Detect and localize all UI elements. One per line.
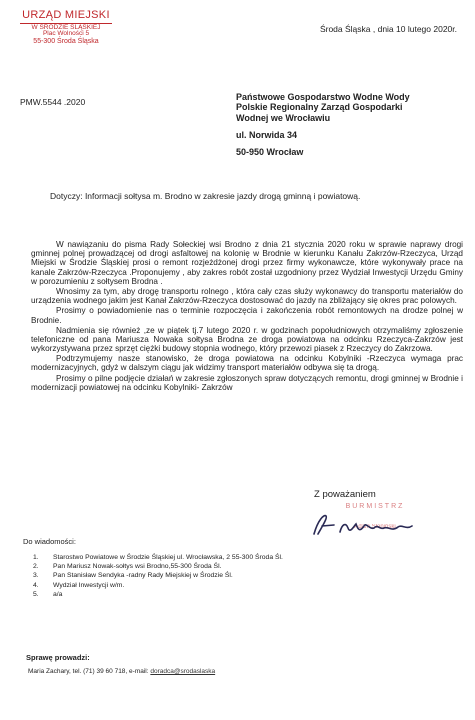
recipient-line-2: Polskie Regionalny Zarząd Gospodarki bbox=[236, 102, 403, 113]
distribution-item bbox=[33, 581, 283, 590]
item-text: Pan Mariusz Nowak-sołtys wsi Brodno,55-300 Środa Śl. bbox=[53, 563, 222, 571]
distribution-item bbox=[33, 571, 283, 580]
letter-subject: Dotyczy: Informacji sołtysa m. Brodno w zakresie jazdy drogą gminną i powiatową. bbox=[50, 191, 361, 201]
recipient-line-3: Wodnej we Wrocławiu bbox=[236, 112, 331, 123]
closing-regards: Z poważaniem bbox=[314, 489, 376, 500]
distribution-label: Do wiadomości: bbox=[23, 537, 76, 546]
letter-date: Środa Śląska , dnia 10 lutego 2020r. bbox=[319, 24, 457, 34]
stamp-line-4: 55-300 Środa Śląska bbox=[33, 38, 99, 46]
distribution-item bbox=[33, 553, 283, 562]
distribution-item bbox=[33, 562, 283, 571]
prepared-by-label: Sprawę prowadzi: bbox=[26, 653, 90, 662]
item-text: a/a bbox=[53, 590, 63, 598]
reference-number: PMW.5544 .2020 bbox=[20, 97, 86, 107]
item-number: 3. bbox=[33, 572, 39, 580]
distribution-list bbox=[33, 553, 283, 599]
item-number: 5. bbox=[33, 590, 39, 598]
item-text: Wydział Inwestycji w/m. bbox=[53, 581, 125, 589]
stamp-line-3: Plac Wolności 5 bbox=[42, 30, 90, 38]
item-text: Starostwo Powiatowe w Środzie Śląskiej ul. Wrocławska, 2 55-300 Środa Śl. bbox=[53, 554, 283, 561]
body-paragraph: Prosimy o powiadomienie nas o terminie rozpoczęcia i zakończenia robót remontowych na drodze polnej w Brodnie. bbox=[31, 306, 463, 325]
body-paragraph: Podtrzymujemy nasze stanowisko, że droga powiatowa na odcinku Kobylniki -Rzeczyca wymaga prac modernizacyjnych, gdyż w dalszym ciągu jak widzimy transport materiałów odbywa się ta drogą. bbox=[31, 354, 463, 373]
stamp-line-2: W ŚRODZIE ŚLĄSKIEJ bbox=[31, 23, 101, 31]
email-link[interactable]: doradca@srodaslaska bbox=[150, 668, 216, 675]
body-paragraph: Prosimy o pilne podjęcie działań w zakresie zgłoszonych spraw dotyczących remontu, drogi gminnej w Brodnie i modernizacji powiatowej na odcinku Kobylniki- Zakrzów bbox=[31, 373, 463, 392]
signature-image bbox=[300, 508, 430, 540]
prepared-by-contact bbox=[28, 668, 215, 675]
recipient-city: 50-950 Wrocław bbox=[236, 147, 304, 158]
office-stamp bbox=[20, 10, 112, 46]
recipient-address bbox=[236, 92, 410, 158]
item-number: 1. bbox=[33, 554, 39, 561]
distribution-item bbox=[33, 590, 283, 599]
recipient-street: ul. Norwida 34 bbox=[236, 130, 298, 141]
letter-body bbox=[31, 240, 463, 393]
mayor-stamp-name: Adam Słoniński bbox=[354, 524, 396, 530]
item-number: 4. bbox=[33, 581, 39, 589]
body-paragraph: Nadmienia się również ,ze w piątek tj.7 lutego 2020 r. w godzinach popołudniowych otrzymaliśmy zgłoszenie telefoniczne od pana Mariusza Nowaka sołtysa Brodna ze droga powiatowa na odcinku Rzeczyca-Zakrzów jest wykorzystywana przez sprzęt ciężki budowy stopnia wodnego, który przewozi piasek z Rzeczycy do Zakrzowa. bbox=[31, 325, 463, 354]
body-paragraph: Wnosimy za tym, aby drogę transportu rolnego , która cały czas służy wykonawcy do transportu materiałów do urządzenia wodnego jakim jest Kanał Zakrzów-Rzeczyca dostosować do jazdy na zbliżający się okres prac polowych. bbox=[31, 286, 463, 306]
body-paragraph: W nawiązaniu do pisma Rady Sołeckiej wsi Brodno z dnia 21 stycznia 2020 roku w sprawie naprawy drogi gminnej polnej prowadzącej od drogi asfaltowej na kolonię w Brodnie w kierunku Kanału Zakrzów-Rzeczyca, Urząd Miejski w Środzie Śląskiej prosi o remont rozjeżdżonej drogi przez firmy wykonawcze, które wykonywały prace na kanale Zakrzów-Rzeczyca .Proponujemy , aby zakres robót został uzgodniony przez Wydział Inwestycji Urzędu Gminy w porozumieniu z sołtysem Brodna . bbox=[31, 240, 463, 286]
item-text: Pan Stanisław Sendyka -radny Rady Miejskiej w Środzie Śl. bbox=[53, 572, 233, 580]
stamp-line-1: URZĄD MIEJSKI bbox=[20, 10, 112, 24]
contact-text: Maria Zachary, tel. (71) 39 60 718, e-mail: bbox=[28, 668, 149, 675]
mayor-stamp-title: BURMISTRZ bbox=[345, 503, 405, 510]
recipient-line-1: Państwowe Gospodarstwo Wodne Wody bbox=[236, 92, 410, 102]
item-number: 2. bbox=[33, 563, 39, 571]
